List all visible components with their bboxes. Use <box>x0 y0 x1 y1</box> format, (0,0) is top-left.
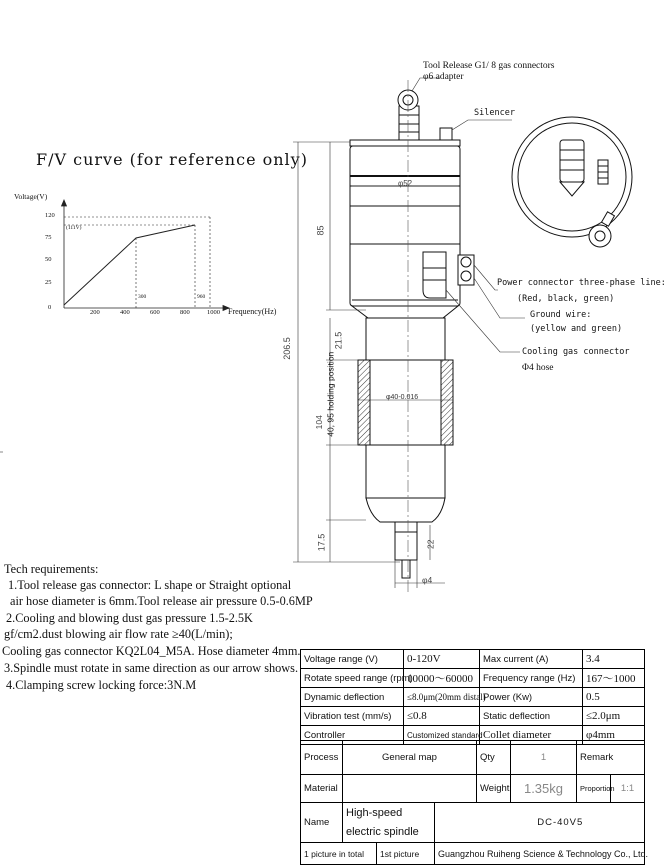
callout-silencer: Silencer <box>474 108 515 118</box>
controller-value: Customized standard <box>404 726 480 745</box>
company-name: Guangzhou Ruiheng Science & Technology Co., Ltd. <box>435 843 645 865</box>
fv-x-label: Frequency(Hz) <box>228 307 277 316</box>
tech-line-3: 2.Cooling and blowing dust gas pressure 1.5-2.5K <box>6 611 253 625</box>
collet-value: φ4mm <box>583 726 645 745</box>
callout-tool-release: Tool Release G1/ 8 gas connectors <box>423 61 555 71</box>
spec-value: 10000～60000 <box>404 669 480 688</box>
dim-holding-position: 40, 95 holding position <box>325 351 336 437</box>
clamp-zone <box>358 360 453 445</box>
controller-label: Controller <box>301 726 404 745</box>
spec-label: Power (Kw) <box>480 688 583 707</box>
callout-power-connector: Power connector three-phase line: <box>497 278 666 288</box>
process-value: General map <box>343 741 477 775</box>
dim-17: 17.5 <box>316 533 327 552</box>
qty-label: Qty <box>477 741 511 775</box>
dim-21: 21.5 <box>333 331 344 350</box>
spec-label: Dynamic deflection <box>301 688 404 707</box>
detail-nozzle <box>560 140 584 182</box>
model-number: DC-40V5 <box>477 803 645 843</box>
spec-label: Voltage range (V) <box>301 650 404 669</box>
spec-row <box>301 707 645 726</box>
callout-power-colors: (Red, black, green) <box>517 294 615 304</box>
spec-value: 167～1000 <box>583 669 645 688</box>
fv-y-label: Voltage(V) <box>14 192 48 201</box>
fv-x-tick-1000: 1000 <box>207 309 220 316</box>
fv-y-tick-75: 75 <box>45 234 52 241</box>
material-value <box>343 775 477 803</box>
spec-label: Rotate speed range (rpm) <box>301 669 404 688</box>
weight-label: Weight <box>477 775 511 803</box>
dim-22: 22 <box>425 539 436 549</box>
proportion-label: Proportion <box>577 775 611 803</box>
title-block <box>300 740 648 865</box>
name-line-1: High-speed <box>343 803 435 823</box>
fv-marker-300: 300 <box>138 294 147 300</box>
name-line-2: electric spindle <box>343 823 435 843</box>
spec-value: 0.5 <box>583 688 645 707</box>
fv-y-tick-0: 0 <box>48 304 52 311</box>
dim-85: 85 <box>315 225 326 236</box>
dim-d4: φ4 <box>422 575 433 585</box>
callout-cooling-connector: Cooling gas connector <box>522 347 630 357</box>
detail-view <box>512 117 632 247</box>
fv-y-tick-50: 50 <box>45 256 52 263</box>
spec-value: ≤0.8 <box>404 707 480 726</box>
fv-x-tick-400: 400 <box>120 309 130 316</box>
tech-line-4: gf/cm2.dust blowing air flow rate ≥40(L/min); <box>4 627 233 641</box>
spec-value: 0-120V <box>404 650 480 669</box>
spindle-body <box>350 90 474 578</box>
dim-104: 104 <box>313 415 324 430</box>
spec-value: ≤8.0μm(20mm distal) <box>404 688 480 707</box>
spec-row <box>301 650 645 669</box>
tech-line-6: 3.Spindle must rotate in same direction as our arrow shows. <box>4 661 299 675</box>
tech-line-2: air hose diameter is 6mm.Tool release air pressure 0.5-0.6MP <box>10 594 313 608</box>
qty-value: 1 <box>511 741 577 775</box>
fv-curve <box>64 225 195 305</box>
tech-line-7: 4.Clamping screw locking force:3N.M <box>6 678 197 692</box>
fv-grid <box>64 217 210 308</box>
tool-release-stem <box>399 106 419 140</box>
spec-value: 3.4 <box>583 650 645 669</box>
spec-label: Max current (A) <box>480 650 583 669</box>
fv-marker-111v: (111V) <box>66 225 82 231</box>
spec-table <box>300 649 645 745</box>
fv-x-tick-600: 600 <box>150 309 160 316</box>
housing-neck <box>352 306 458 318</box>
spec-value: ≤2.0μm <box>583 707 645 726</box>
first-picture: 1st picture <box>377 843 435 865</box>
remark-label: Remark <box>577 741 645 775</box>
tool-shank <box>402 560 410 578</box>
fv-y-tick-25: 25 <box>45 279 52 286</box>
fv-chart-title: F/V curve (for reference only) <box>36 150 308 169</box>
spec-label: Static deflection <box>480 707 583 726</box>
collet-nut <box>395 522 417 560</box>
spec-row <box>301 669 645 688</box>
spindle-nose <box>366 498 445 522</box>
dim-206: 206.5 <box>281 337 292 360</box>
tech-line-5: Cooling gas connector KQ2L04_M5A. Hose diameter 4mm. <box>2 644 301 658</box>
dim-d52: φ52 <box>398 179 413 188</box>
fv-x-tick-200: 200 <box>90 309 100 316</box>
pictures-total: 1 picture in total <box>301 843 377 865</box>
process-label: Process <box>301 741 343 775</box>
callout-ground-wire: Ground wire: <box>530 310 592 320</box>
weight-value: 1.35kg <box>511 775 577 803</box>
proportion-value: 1:1 <box>611 775 645 803</box>
fv-y-arrow <box>62 200 67 206</box>
collet-label: Collet diameter <box>480 726 583 745</box>
spec-label: Frequency range (Hz) <box>480 669 583 688</box>
dim-d40: φ40-0.016 <box>386 394 419 401</box>
fv-y-tick-120: 120 <box>45 212 55 219</box>
fv-marker-960: 960 <box>197 294 206 300</box>
callout-phi4-hose: Φ4 hose <box>522 363 554 373</box>
fv-x-tick-800: 800 <box>180 309 190 316</box>
name-spacer <box>435 803 477 843</box>
cooling-elbow <box>423 252 446 298</box>
spec-row <box>301 688 645 707</box>
tech-line-1: 1.Tool release gas connector: L shape or Straight optional <box>8 578 292 592</box>
callout-ground-colors: (yellow and green) <box>530 324 623 334</box>
spec-label: Vibration test (mm/s) <box>301 707 404 726</box>
material-label: Material <box>301 775 343 803</box>
housing-cap <box>350 140 460 146</box>
callout-phi6-adapter: φ6 adapter <box>423 72 464 82</box>
name-label: Name <box>301 803 343 843</box>
tech-heading: Tech requirements: <box>4 562 99 576</box>
